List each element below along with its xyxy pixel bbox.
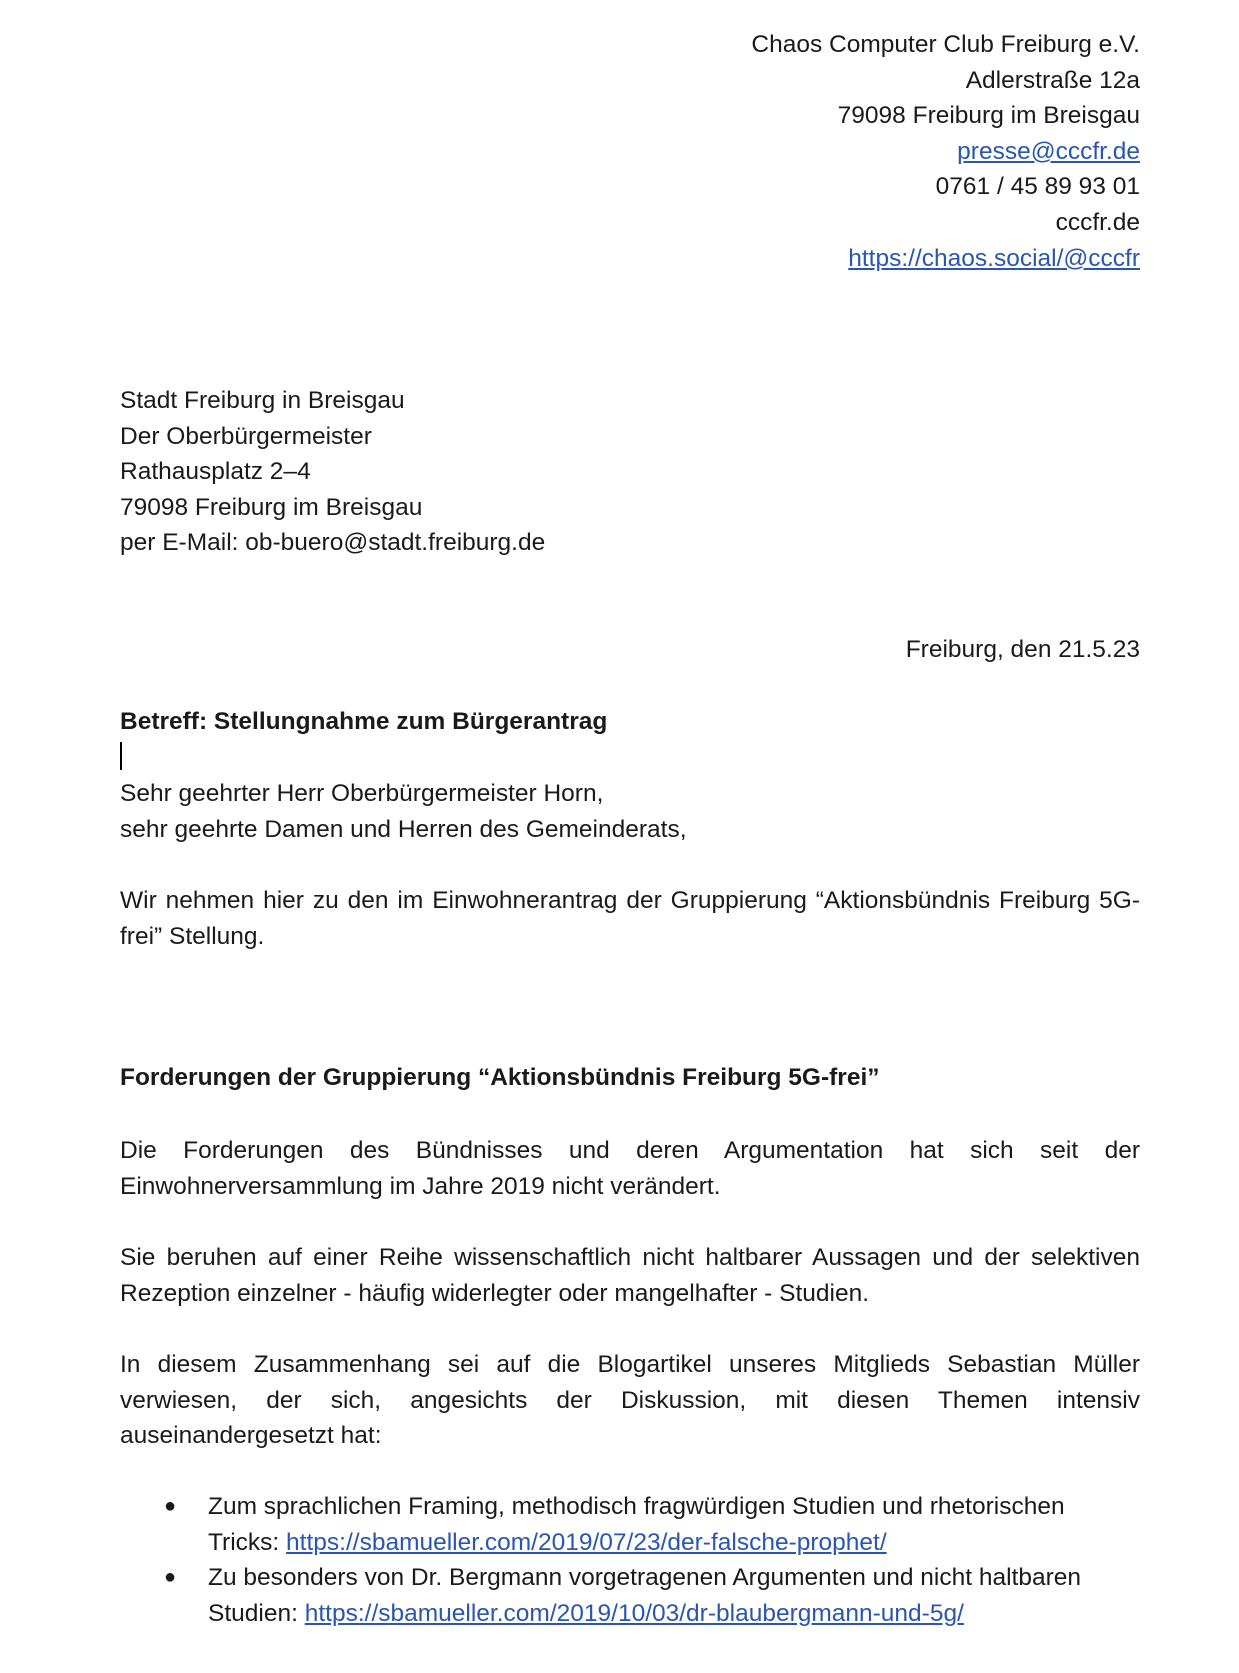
sender-phone: 0761 / 45 89 93 01 [935, 173, 1140, 201]
body-paragraph: Sie beruhen auf einer Reihe wissenschaftlich nicht haltbarer Aussagen und der selektiven Rezeption einzelner - häufig widerlegter oder mangelhafter - Studien. [120, 1244, 1140, 1307]
text-cursor [120, 742, 122, 770]
sender-street: Adlerstraße 12a [965, 66, 1140, 94]
salutation-line: sehr geehrte Damen und Herren des Gemeinderats, [120, 815, 687, 843]
sender-city: 79098 Freiburg im Breisgau [837, 102, 1140, 130]
bullet-icon: ● [164, 1495, 177, 1517]
sender-email-link[interactable]: presse@cccfr.de [957, 137, 1140, 165]
body-paragraph: In diesem Zusammenhang sei auf die Blogartikel unseres Mitglieds Sebastian Müller verwiesen, der sich, angesichts der Diskussion, mit diesen Themen intensiv auseinandergesetzt hat: [120, 1351, 1140, 1450]
subject-line: Betreff: Stellungnahme zum Bürgerantrag [120, 708, 608, 735]
recipient-line: Rathausplatz 2–4 [120, 458, 311, 486]
bullet-icon: ● [164, 1566, 177, 1589]
sender-name: Chaos Computer Club Freiburg e.V. [751, 31, 1140, 58]
recipient-address-block [120, 383, 545, 561]
list-item [120, 1560, 1140, 1631]
salutation-line: Sehr geehrter Herr Oberbürgermeister Horn, [120, 780, 604, 807]
blog-link[interactable]: https://sbamueller.com/2019/07/23/der-falsche-prophet/ [286, 1528, 887, 1556]
salutation [120, 776, 1140, 847]
list-item [120, 1489, 1140, 1560]
recipient-email-line: per E-Mail: ob-buero@stadt.freiburg.de [120, 529, 546, 557]
body-paragraph: Die Forderungen des Bündnisses und deren Argumentation hat sich seit der Einwohnerversammlung im Jahre 2019 nicht verändert. [120, 1137, 1140, 1200]
reference-list [120, 1489, 1140, 1631]
list-item-text: Zu besonders von Dr. Bergmann vorgetragenen Argumenten und nicht haltbaren Studien: [208, 1564, 1082, 1627]
letter-date: Freiburg, den 21.5.23 [905, 636, 1140, 663]
intro-paragraph: Wir nehmen hier zu den im Einwohnerantrag der Gruppierung “Aktionsbündnis Freiburg 5G-frei” Stellung. [120, 887, 1140, 950]
sender-address-block [440, 27, 1140, 276]
blog-link[interactable]: https://sbamueller.com/2019/10/03/dr-blaubergmann-und-5g/ [304, 1599, 964, 1627]
recipient-line: Stadt Freiburg in Breisgau [120, 387, 405, 414]
sender-website: cccfr.de [1055, 208, 1140, 236]
sender-social-link[interactable]: https://chaos.social/@cccfr [848, 244, 1140, 272]
recipient-line: 79098 Freiburg im Breisgau [120, 493, 423, 521]
section-heading: Forderungen der Gruppierung “Aktionsbündnis Freiburg 5G-frei” [120, 1064, 880, 1091]
recipient-line: Der Oberbürgermeister [120, 422, 372, 450]
list-item-text: Zum sprachlichen Framing, methodisch fragwürdigen Studien und rhetorischen Tricks: [208, 1493, 1065, 1556]
